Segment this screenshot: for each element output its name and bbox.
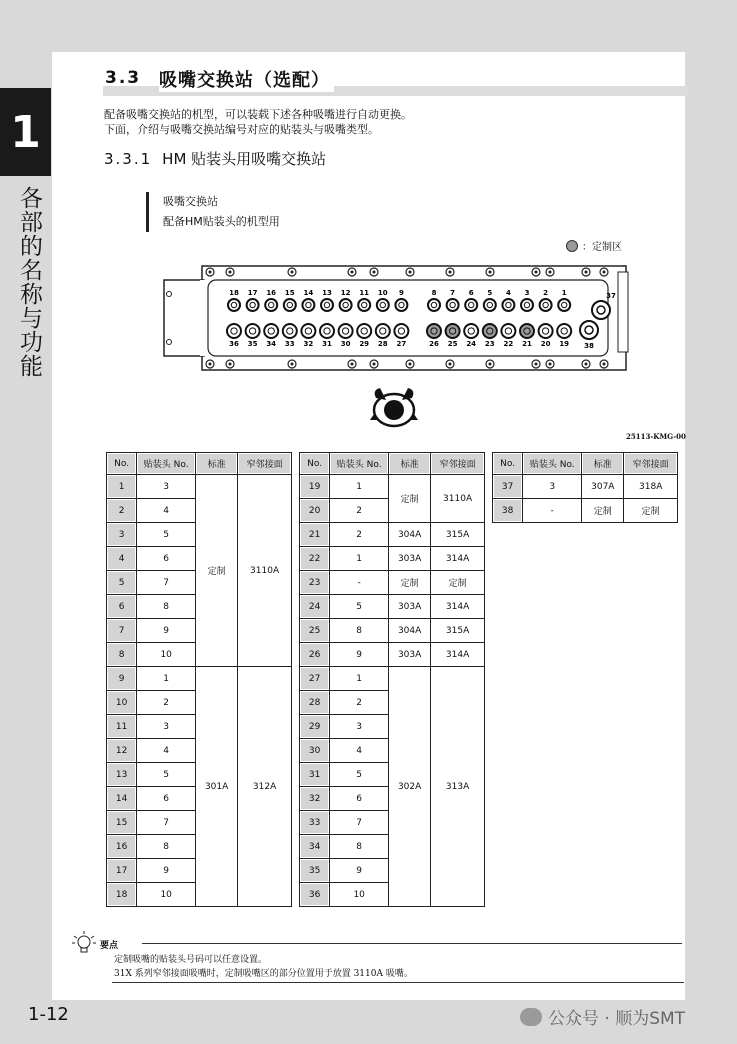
nozzle-slot-label: 37 <box>606 292 616 300</box>
cell-no: 16 <box>107 835 137 859</box>
nozzle-station-diagram <box>160 262 630 374</box>
cell-head: 2 <box>330 691 389 715</box>
cell-no: 14 <box>107 787 137 811</box>
col-narrow: 窄邻接面 <box>431 453 485 475</box>
cell-head: 7 <box>330 811 389 835</box>
cell-standard: 303A <box>389 547 431 571</box>
nozzle-slot-24 <box>464 324 478 338</box>
col-head-no: 贴装头 No. <box>330 453 389 475</box>
table-row <box>493 499 678 523</box>
nozzle-slot-label: 2 <box>543 289 549 297</box>
nozzle-slot-label: 8 <box>431 289 437 297</box>
nozzle-slot-26 <box>427 324 441 338</box>
nozzle-slot-label: 17 <box>247 289 258 297</box>
cell-no: 36 <box>300 883 330 907</box>
chapter-tab <box>0 88 51 176</box>
col-head-no: 贴装头 No. <box>523 453 582 475</box>
table-header-row <box>107 453 292 475</box>
nozzle-slot-25 <box>446 324 460 338</box>
cell-head: - <box>523 499 582 523</box>
cell-no: 31 <box>300 763 330 787</box>
nozzle-slot-30 <box>339 324 353 338</box>
nozzle-slot-10 <box>377 299 389 311</box>
nozzle-slot-16 <box>265 299 277 311</box>
wechat-icon <box>520 1008 542 1026</box>
nozzle-slot-label: 34 <box>266 340 277 348</box>
cell-head: 9 <box>137 619 196 643</box>
cell-no: 22 <box>300 547 330 571</box>
col-narrow: 窄邻接面 <box>238 453 292 475</box>
chapter-number: 1 <box>10 106 41 158</box>
cell-head: 9 <box>330 859 389 883</box>
cell-head: 2 <box>330 499 389 523</box>
custom-area-swatch <box>566 240 578 252</box>
cell-standard: 定制 <box>582 499 624 523</box>
nozzle-slot-label: 18 <box>229 289 239 297</box>
cell-no: 28 <box>300 691 330 715</box>
table-row <box>300 547 485 571</box>
operator-head-icon <box>366 384 422 430</box>
nozzle-slot-18 <box>228 299 240 311</box>
cell-no: 21 <box>300 523 330 547</box>
cell-head: 5 <box>330 595 389 619</box>
nozzle-slot-label: 27 <box>396 340 407 348</box>
cell-no: 37 <box>493 475 523 499</box>
cell-head: 5 <box>137 523 196 547</box>
cell-head: 8 <box>137 835 196 859</box>
section-number: 3.3 <box>105 68 142 88</box>
table-row <box>300 571 485 595</box>
figure-caption <box>146 192 280 232</box>
nozzle-slot-label: 14 <box>303 289 314 297</box>
cell-no: 12 <box>107 739 137 763</box>
nozzle-slot-label: 4 <box>505 289 511 297</box>
cell-narrow: 314A <box>431 595 485 619</box>
cell-head: 2 <box>330 523 389 547</box>
cell-head: 1 <box>137 667 196 691</box>
cell-no: 4 <box>107 547 137 571</box>
cell-no: 6 <box>107 595 137 619</box>
cell-standard: 303A <box>389 643 431 667</box>
watermark <box>520 1004 685 1029</box>
cell-no: 35 <box>300 859 330 883</box>
nozzle-slot-label: 7 <box>450 289 456 297</box>
nozzle-table-3 <box>492 452 678 523</box>
nozzle-slot-label: 30 <box>340 340 351 348</box>
cell-head: 7 <box>137 811 196 835</box>
nozzle-slot-19 <box>557 324 571 338</box>
nozzle-slot-15 <box>284 299 296 311</box>
col-standard: 标准 <box>389 453 431 475</box>
nozzle-slot-label: 35 <box>247 340 258 348</box>
table-row <box>300 667 485 691</box>
nozzle-slot-36 <box>227 324 241 338</box>
tip-line-1: 定制吸嘴的贴装头号码可以任意设置。 <box>114 955 268 965</box>
cell-no: 23 <box>300 571 330 595</box>
nozzle-slot-label: 20 <box>540 340 551 348</box>
cell-head: - <box>330 571 389 595</box>
watermark-text: 公众号 · 顺为SMT <box>548 1009 686 1029</box>
cell-standard-group: 定制 <box>389 475 431 523</box>
cell-no: 2 <box>107 499 137 523</box>
nozzle-slot-20 <box>539 324 553 338</box>
cell-narrow: 314A <box>431 547 485 571</box>
nozzle-slot-5 <box>484 299 496 311</box>
cell-no: 38 <box>493 499 523 523</box>
cell-head: 1 <box>330 547 389 571</box>
cell-no: 17 <box>107 859 137 883</box>
nozzle-slot-14 <box>302 299 314 311</box>
chapter-title: 各部的名称与功能 <box>16 186 42 378</box>
cell-no: 30 <box>300 739 330 763</box>
nozzle-slot-9 <box>395 299 407 311</box>
cell-head: 4 <box>330 739 389 763</box>
nozzle-slot-label: 23 <box>484 340 495 348</box>
cell-no: 11 <box>107 715 137 739</box>
cell-narrow-group: 313A <box>431 667 485 907</box>
nozzle-slot-8 <box>428 299 440 311</box>
subsection-heading <box>104 148 326 169</box>
cell-head: 8 <box>137 595 196 619</box>
cell-standard-group: 定制 <box>196 475 238 667</box>
nozzle-slot-label: 16 <box>266 289 277 297</box>
nozzle-slot-23 <box>483 324 497 338</box>
subsection-title: HM 贴装头用吸嘴交换站 <box>162 150 327 168</box>
cell-head: 5 <box>137 763 196 787</box>
cell-no: 9 <box>107 667 137 691</box>
nozzle-slot-33 <box>283 324 297 338</box>
col-no: No. <box>107 453 137 475</box>
nozzle-slot-35 <box>246 324 260 338</box>
cell-head: 6 <box>137 787 196 811</box>
col-standard: 标准 <box>582 453 624 475</box>
nozzle-slot-label: 11 <box>359 289 370 297</box>
nozzle-slot-label: 5 <box>487 289 493 297</box>
section-heading <box>103 68 689 96</box>
nozzle-slot-label: 24 <box>466 340 477 348</box>
table-header-row <box>300 453 485 475</box>
cell-standard: 304A <box>389 619 431 643</box>
cell-standard: 307A <box>582 475 624 499</box>
nozzle-slot-17 <box>247 299 259 311</box>
cell-head: 3 <box>137 715 196 739</box>
cell-standard-group: 302A <box>389 667 431 907</box>
subsection-number: 3.3.1 <box>104 150 153 168</box>
table-row <box>300 475 485 499</box>
cell-no: 25 <box>300 619 330 643</box>
nozzle-slot-13 <box>321 299 333 311</box>
page-number: 1-12 <box>28 1004 69 1025</box>
cell-head: 1 <box>330 475 389 499</box>
nozzle-slot-12 <box>340 299 352 311</box>
intro-line-2: 下面，介绍与吸嘴交换站编号对应的贴装头与吸嘴类型。 <box>104 123 379 136</box>
table-header-row <box>493 453 678 475</box>
cell-no: 27 <box>300 667 330 691</box>
cell-standard: 303A <box>389 595 431 619</box>
cell-narrow-group: 312A <box>238 667 292 907</box>
nozzle-slot-label: 25 <box>447 340 458 348</box>
nozzle-slot-21 <box>520 324 534 338</box>
cell-standard-group: 301A <box>196 667 238 907</box>
cell-narrow: 定制 <box>431 571 485 595</box>
tip-divider <box>142 943 682 944</box>
cell-no: 24 <box>300 595 330 619</box>
nozzle-slot-label: 22 <box>503 340 514 348</box>
nozzle-slot-38 <box>580 321 598 339</box>
table-row <box>300 619 485 643</box>
cell-head: 7 <box>137 571 196 595</box>
nozzle-slot-label: 15 <box>284 289 295 297</box>
cell-narrow: 314A <box>431 643 485 667</box>
cell-narrow: 318A <box>624 475 678 499</box>
cell-no: 15 <box>107 811 137 835</box>
nozzle-slot-7 <box>447 299 459 311</box>
nozzle-slot-label: 26 <box>429 340 439 348</box>
col-narrow: 窄邻接面 <box>624 453 678 475</box>
nozzle-slot-label: 32 <box>303 340 314 348</box>
col-no: No. <box>300 453 330 475</box>
cell-head: 10 <box>330 883 389 907</box>
cell-head: 10 <box>137 643 196 667</box>
col-head-no: 贴装头 No. <box>137 453 196 475</box>
intro-line-1: 配备吸嘴交换站的机型，可以装载下述各种吸嘴进行自动更换。 <box>104 108 412 121</box>
nozzle-slot-label: 3 <box>524 289 530 297</box>
nozzle-slot-label: 9 <box>398 289 404 297</box>
legend-label: ：定制区 <box>582 242 622 253</box>
nozzle-table-1 <box>106 452 292 907</box>
nozzle-slot-11 <box>358 299 370 311</box>
cell-no: 1 <box>107 475 137 499</box>
nozzle-slot-label: 33 <box>284 340 295 348</box>
table-row <box>300 523 485 547</box>
nozzle-slot-label: 12 <box>340 289 351 297</box>
nozzle-slot-2 <box>540 299 552 311</box>
nozzle-slot-28 <box>376 324 390 338</box>
cell-head: 8 <box>330 835 389 859</box>
nozzle-slot-4 <box>502 299 514 311</box>
caption-line-1: 吸嘴交换站 <box>163 195 218 208</box>
cell-head: 6 <box>330 787 389 811</box>
cell-narrow-group: 3110A <box>431 475 485 523</box>
cell-head: 9 <box>137 859 196 883</box>
nozzle-slot-22 <box>501 324 515 338</box>
nozzle-slot-34 <box>264 324 278 338</box>
col-no: No. <box>493 453 523 475</box>
cell-head: 9 <box>330 643 389 667</box>
nozzle-slot-3 <box>521 299 533 311</box>
cell-head: 5 <box>330 763 389 787</box>
table-row <box>107 667 292 691</box>
cell-standard: 304A <box>389 523 431 547</box>
nozzle-slot-label: 1 <box>561 289 567 297</box>
cell-no: 7 <box>107 619 137 643</box>
station-frame <box>164 266 628 370</box>
cell-narrow: 315A <box>431 523 485 547</box>
nozzle-slot-31 <box>320 324 334 338</box>
cell-no: 8 <box>107 643 137 667</box>
nozzle-slot-label: 21 <box>522 340 532 348</box>
cell-no: 20 <box>300 499 330 523</box>
cell-head: 3 <box>523 475 582 499</box>
cell-no: 18 <box>107 883 137 907</box>
cell-no: 13 <box>107 763 137 787</box>
nozzle-slot-29 <box>357 324 371 338</box>
table-row <box>107 475 292 499</box>
section-title: 吸嘴交换站（选配） <box>159 66 334 92</box>
nozzle-slot-37 <box>592 301 610 319</box>
cell-head: 3 <box>137 475 196 499</box>
cell-no: 10 <box>107 691 137 715</box>
cell-head: 8 <box>330 619 389 643</box>
nozzle-table-2 <box>299 452 485 907</box>
nozzle-slot-27 <box>394 324 408 338</box>
table-row <box>300 595 485 619</box>
cell-narrow: 315A <box>431 619 485 643</box>
cell-no: 29 <box>300 715 330 739</box>
cell-head: 2 <box>137 691 196 715</box>
nozzle-slot-label: 13 <box>322 289 332 297</box>
nozzle-slot-label: 29 <box>359 340 370 348</box>
cell-head: 10 <box>137 883 196 907</box>
cell-head: 4 <box>137 499 196 523</box>
col-standard: 标准 <box>196 453 238 475</box>
tip-label: 要点 <box>100 941 119 951</box>
cell-no: 5 <box>107 571 137 595</box>
tip-line-2: 31X 系列窄邻接面吸嘴时，定制吸嘴区的部分位置用于放置 3110A 吸嘴。 <box>114 969 413 979</box>
cell-no: 3 <box>107 523 137 547</box>
cell-head: 6 <box>137 547 196 571</box>
nozzle-slot-32 <box>301 324 315 338</box>
cell-no: 26 <box>300 643 330 667</box>
nozzle-slot-6 <box>465 299 477 311</box>
nozzle-slot-label: 38 <box>584 342 594 350</box>
cell-no: 32 <box>300 787 330 811</box>
nozzle-slot-label: 28 <box>377 340 388 348</box>
cell-no: 33 <box>300 811 330 835</box>
table-row <box>300 643 485 667</box>
cell-head: 4 <box>137 739 196 763</box>
nozzle-slot-1 <box>558 299 570 311</box>
cell-narrow-group: 3110A <box>238 475 292 667</box>
nozzle-slot-label: 36 <box>229 340 239 348</box>
tip-bottom-rule <box>112 982 684 983</box>
cell-standard: 定制 <box>389 571 431 595</box>
nozzle-slot-label: 6 <box>468 289 474 297</box>
lightbulb-icon <box>70 930 98 958</box>
nozzle-slot-label: 19 <box>559 340 570 348</box>
cell-narrow: 定制 <box>624 499 678 523</box>
figure-code: 25113-KMG-00 <box>626 432 686 441</box>
cell-no: 19 <box>300 475 330 499</box>
caption-line-2: 配备HM贴装头的机型用 <box>163 215 280 228</box>
nozzle-slot-label: 31 <box>322 340 332 348</box>
cell-no: 34 <box>300 835 330 859</box>
table-row <box>493 475 678 499</box>
cell-head: 3 <box>330 715 389 739</box>
nozzle-slot-label: 10 <box>377 289 388 297</box>
cell-head: 1 <box>330 667 389 691</box>
legend <box>566 238 622 253</box>
